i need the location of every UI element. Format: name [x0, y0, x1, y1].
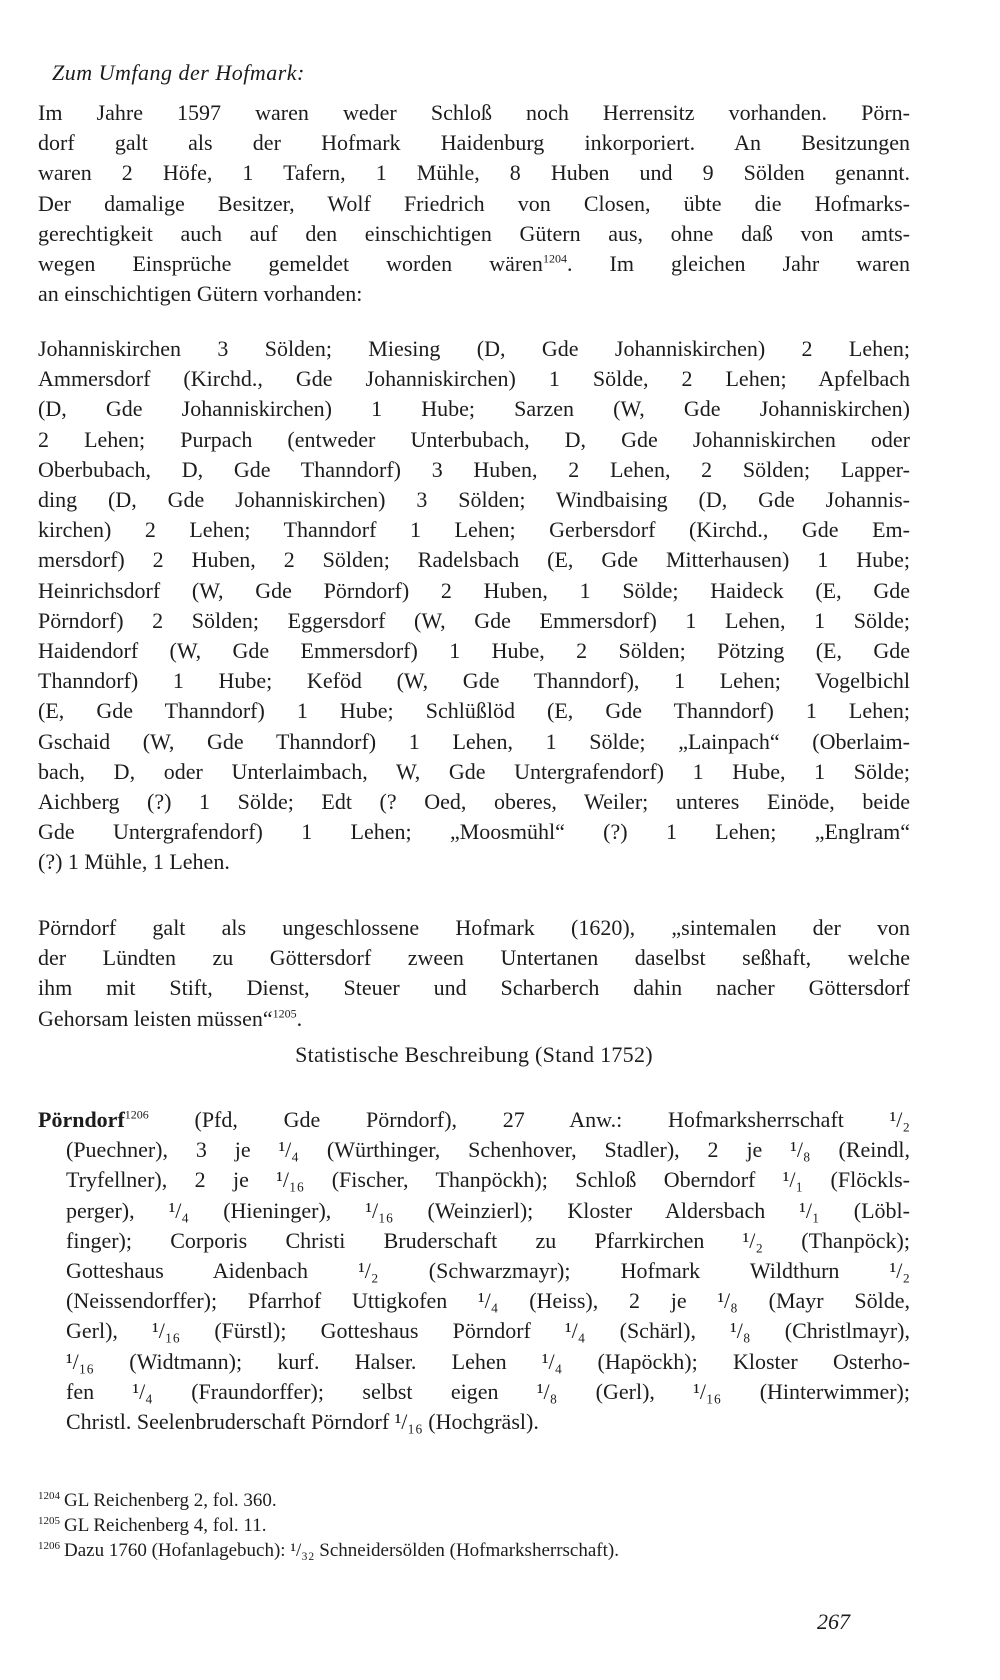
footnote: [38, 1538, 910, 1563]
page-number: 267: [817, 1609, 850, 1634]
text-line: Der damalige Besitzer, Wolf Friedrich von Closen, übte die Hofmarks-: [38, 190, 910, 216]
text-line: Gotteshaus Aidenbach ¹/₂ (Schwarzmayr); Hofmark Wildthurn ¹/₂: [66, 1258, 910, 1284]
footnote-ref: 1206: [124, 1107, 149, 1122]
text-line: Im Jahre 1597 waren weder Schloß noch Herrensitz vorhanden. Pörn-: [38, 100, 910, 125]
text-line: Haidendorf (W, Gde Emmersdorf) 1 Hube, 2 Sölden; Pötzing (E, Gde: [38, 638, 910, 664]
text-line: an einschichtigen Gütern vorhanden:: [38, 281, 363, 307]
text-line: Johanniskirchen 3 Sölden; Miesing (D, Gde Johanniskirchen) 2 Lehen;: [38, 336, 910, 361]
footnote-ref: 1205: [272, 1006, 297, 1021]
text-line: fen ¹/₄ (Fraundorffer); selbst eigen ¹/₈ (Gerl), ¹/₁₆ (Hinterwimmer);: [66, 1378, 910, 1404]
text-line: Christl. Seelenbruderschaft Pörndorf ¹/₁₆ (Hochgräsl).: [66, 1409, 539, 1435]
text-line: bach, D, oder Unterlaimbach, W, Gde Untergrafendorf) 1 Hube, 1 Sölde;: [38, 758, 910, 784]
text-line: dorf galt als der Hofmark Haidenburg inkorporiert. An Besitzungen: [38, 130, 910, 156]
text-line-with-footnote: [38, 1004, 910, 1034]
text-line: gerechtigkeit auch auf den einschichtigen Gütern aus, ohne daß von amts-: [38, 220, 910, 246]
text-fragment: (Pfd, Gde Pörndorf), 27 Anw.: Hofmarksherrschaft ¹/₂: [148, 1107, 910, 1132]
text-line: Heinrichsdorf (W, Gde Pörndorf) 2 Huben, 1 Sölde; Haideck (E, Gde: [38, 577, 910, 603]
text-line: waren 2 Höfe, 1 Tafern, 1 Mühle, 8 Huben und 9 Sölden genannt.: [38, 160, 910, 186]
text-line: Pörndorf) 2 Sölden; Eggersdorf (W, Gde Emmersdorf) 1 Lehen, 1 Sölde;: [38, 607, 910, 633]
text-line-with-footnote: [38, 249, 910, 279]
footnote-ref: 1204: [542, 251, 567, 266]
text-line: 2 Lehen; Purpach (entweder Unterbubach, D, Gde Johanniskirchen oder: [38, 426, 910, 452]
text-fragment: .: [296, 1005, 303, 1031]
text-line: Pörndorf galt als ungeschlossene Hofmark (1620), „sintemalen der von: [38, 915, 910, 940]
footnote-text: GL Reichenberg 4, fol. 11.: [64, 1515, 267, 1536]
footnote-text: GL Reichenberg 2, fol. 360.: [64, 1490, 277, 1511]
text-line: finger); Corporis Christi Bruderschaft zu Pfarrkirchen ¹/₂ (Thanpöck);: [66, 1227, 910, 1253]
text-line: (E, Gde Thanndorf) 1 Hube; Schlüßlöd (E, Gde Thanndorf) 1 Lehen;: [38, 698, 910, 724]
paragraph-properties-list: [38, 334, 910, 878]
text-line: Oberbubach, D, Gde Thanndorf) 3 Huben, 2 Lehen, 2 Sölden; Lapper-: [38, 456, 910, 482]
text-line: Ammersdorf (Kirchd., Gde Johanniskirchen) 1 Sölde, 2 Lehen; Apfelbach: [38, 366, 910, 392]
text-line: ihm mit Stift, Dienst, Steuer und Scharberch dahin nacher Göttersdorf: [38, 975, 910, 1001]
text-line: perger), ¹/₄ (Hieninger), ¹/₁₆ (Weinzierl); Kloster Aldersbach ¹/₁ (Löbl-: [66, 1197, 910, 1223]
text-line: (D, Gde Johanniskirchen) 1 Hube; Sarzen (W, Gde Johanniskirchen): [38, 396, 910, 422]
text-line: Aichberg (?) 1 Sölde; Edt (? Oed, oberes, Weiler; unteres Einöde, beide: [38, 789, 910, 815]
footnote-text: Dazu 1760 (Hofanlagebuch): ¹/₃₂ Schneidersölden (Hofmarksherrschaft).: [64, 1540, 619, 1561]
text-line: mersdorf) 2 Huben, 2 Sölden; Radelsbach (E, Gde Mitterhausen) 1 Hube;: [38, 547, 910, 573]
text-line: Gschaid (W, Gde Thanndorf) 1 Lehen, 1 Sölde; „Lainpach“ (Oberlaim-: [38, 728, 910, 754]
text-line: Tryfellner), 2 je ¹/₁₆ (Fischer, Thanpöckh); Schloß Oberndorf ¹/₁ (Flöckls-: [66, 1167, 910, 1193]
text-line: Gde Untergrafendorf) 1 Lehen; „Moosmühl“ (?) 1 Lehen; „Englram“: [38, 819, 910, 845]
text-fragment: Gehorsam leisten müssen“: [38, 1005, 273, 1031]
text-line: der Lündten zu Göttersdorf zween Untertanen daselbst seßhaft, welche: [38, 945, 910, 971]
footnote-mark: 1205: [38, 1514, 60, 1527]
text-fragment: . Im gleichen Jahr waren: [566, 251, 910, 277]
text-line: ding (D, Gde Johanniskirchen) 3 Sölden; Windbaising (D, Gde Johannis-: [38, 487, 910, 513]
statistics-title: Statistische Beschreibung (Stand 1752): [295, 1042, 653, 1067]
footnote: [38, 1488, 910, 1513]
paragraph-quote: [38, 913, 910, 1034]
footnote-mark: 1204: [38, 1489, 60, 1502]
text-line: (Neissendorffer); Pfarrhof Uttigkofen ¹/₄ (Heiss), 2 je ¹/₈ (Mayr Sölde,: [66, 1288, 910, 1314]
text-line: (?) 1 Mühle, 1 Lehen.: [38, 849, 230, 875]
text-fragment: wegen Einsprüche gemeldet worden wären: [38, 251, 543, 277]
text-line: (Puechner), 3 je ¹/₄ (Würthinger, Schenhover, Stadler), 2 je ¹/₈ (Reindl,: [66, 1137, 910, 1163]
statistics-entry: [38, 1105, 910, 1437]
entry-first-line: [38, 1105, 910, 1135]
footnote: [38, 1513, 910, 1538]
text-line: Gerl), ¹/₁₆ (Fürstl); Gotteshaus Pörndorf ¹/₄ (Schärl), ¹/₈ (Christlmayr),: [66, 1318, 910, 1344]
section-heading: Zum Umfang der Hofmark:: [52, 60, 305, 85]
text-line: ¹/₁₆ (Widtmann); kurf. Halser. Lehen ¹/₄ (Hapöckh); Kloster Osterho-: [66, 1348, 910, 1374]
text-line: kirchen) 2 Lehen; Thanndorf 1 Lehen; Gerbersdorf (Kirchd., Gde Em-: [38, 517, 910, 543]
text-line: Thanndorf) 1 Hube; Keföd (W, Gde Thanndorf), 1 Lehen; Vogelbichl: [38, 668, 910, 694]
footnote-mark: 1206: [38, 1539, 60, 1552]
paragraph-intro: [38, 98, 910, 309]
entry-name: Pörndorf: [38, 1107, 125, 1132]
